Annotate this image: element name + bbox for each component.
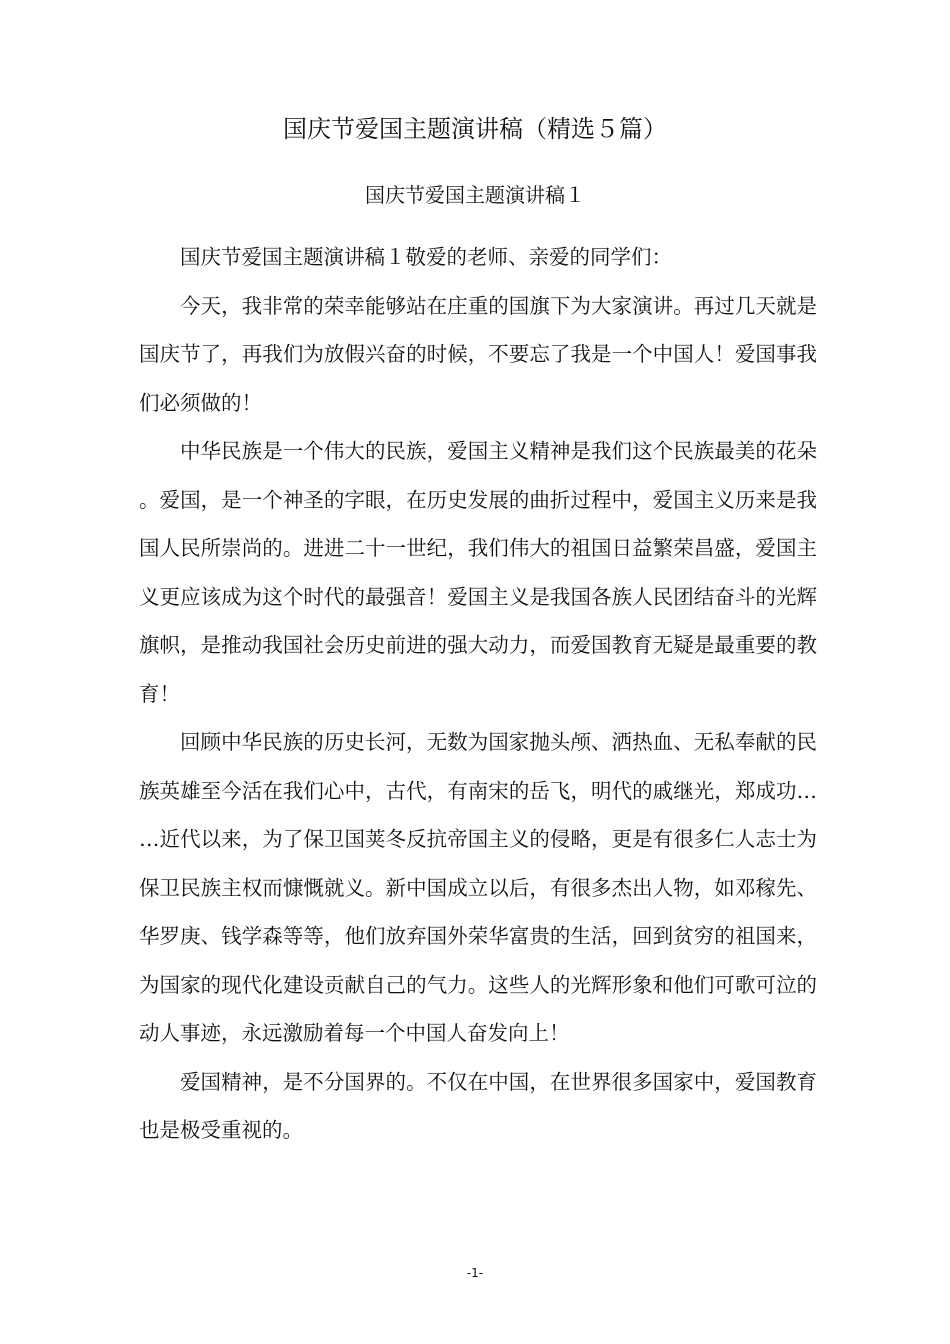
document-title: 国庆节爱国主题演讲稿（精选５篇） [283,115,667,143]
page-number: -1- [466,1266,484,1280]
paragraph-4: 爱国精神，是不分国界的。不仅在中国，在世界很多国家中，爱国教育也是极受重视的。 [139,1069,817,1142]
paragraph-1: 今天，我非常的荣幸能够站在庄重的国旗下为大家演讲。再过几天就是国庆节了，再我们为放假兴奋的时候，不要忘了我是一个中国人！爱国事我们必须做的！ [139,293,817,415]
paragraph-salutation: 国庆节爱国主题演讲稿１敬爱的老师、亲爱的同学们： [180,245,672,269]
paragraph-3: 回顾中华民族的历史长河，无数为国家抛头颅、洒热血、无私奉献的民族英雄至今活在我们心中，古代，有南宋的岳飞，明代的戚继光，郑成功……近代以来，为了保卫国荚冬反抗帝国主义的侵略，更是有很多仁人志士为保卫民族主权而慷慨就义。新中国成立以后，有很多杰出人物，如邓稼先、华罗庚、钱学森等等，他们放弃国外荣华富贵的生活，回到贫穷的祖国来，为国家的现代化建设贡献自己的气力。这些人的光辉形象和他们可歌可泣的动人事迹，永远激励着每一个中国人奋发向上！ [139,730,817,1045]
document-body [139,233,817,1155]
paragraph-2: 中华民族是一个伟大的民族，爱国主义精神是我们这个民族最美的花朵。爱国，是一个神圣的字眼，在历史发展的曲折过程中，爱国主义历来是我国人民所崇尚的。进进二十一世纪，我们伟大的祖国日益繁荣昌盛，爱国主义更应该成为这个时代的最强音！爱国主义是我国各族人民团结奋斗的光辉旗帜，是推动我国社会历史前进的强大动力，而爱国教育无疑是最重要的教育！ [139,439,817,706]
section-title: 国庆节爱国主题演讲稿１ [365,183,585,207]
